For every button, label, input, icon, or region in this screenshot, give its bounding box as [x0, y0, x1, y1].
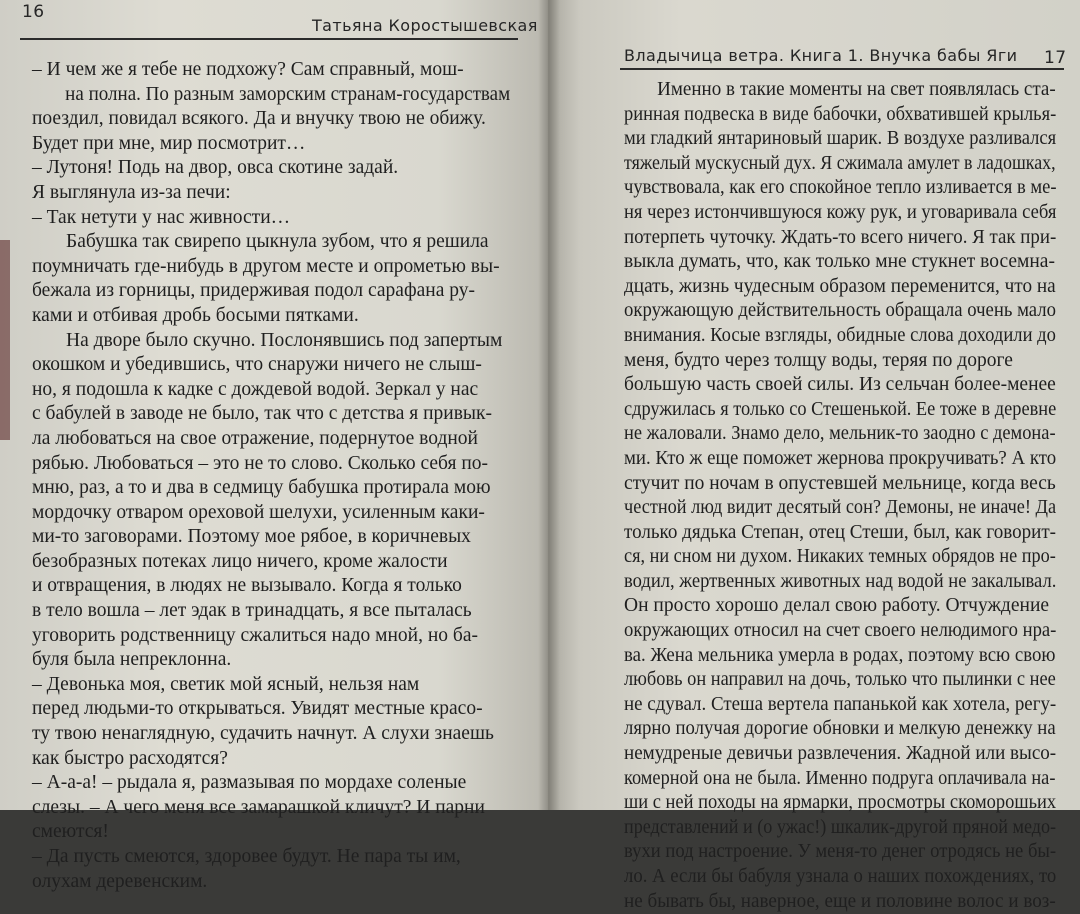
right-page — [548, 0, 1080, 912]
text-line: Будет при мне, мир посмотрит… — [32, 132, 306, 154]
header-rule-right — [620, 68, 1064, 70]
text-line: водил, жертвенных животных над водой не закалывал. — [624, 570, 1057, 592]
header-rule-left — [20, 38, 518, 40]
text-line: перед людьми-то открываться. Увидят местные красо- — [32, 698, 483, 720]
text-line: окружающую действительность обращала очень мало — [624, 300, 1056, 322]
text-line: мордочку отваром ореховой шелухи, усиленным каки- — [32, 501, 485, 523]
left-page — [0, 0, 548, 892]
text-line: не сдувал. Стеша вертела папанькой как хотела, регу- — [624, 693, 1057, 715]
text-line: вухи под настроение. У меня-то денег отродясь не бы- — [624, 841, 1057, 863]
book-gutter — [538, 0, 560, 810]
text-line: любовь он направил на дочь, только что пылинки с нее — [624, 669, 1056, 691]
text-line: буля была непреклонна. — [32, 649, 232, 671]
text-line: – Да пусть смеются, здоровее будут. Не пара ты им, — [32, 846, 461, 867]
text-line: чувствовала, как его спокойное тепло изливается в ме- — [624, 177, 1057, 199]
text-line: Он просто хорошо делал свою работу. Отчуждение — [624, 595, 1050, 617]
right-text-block — [624, 78, 1056, 914]
text-line: смеются! — [32, 821, 109, 843]
text-line: – Так нетути у нас живности… — [32, 206, 291, 228]
text-line: окошком и убедившись, что снаружи ничего не слыш- — [32, 354, 482, 376]
text-line: ня через истончившуюся кожу рук, и уговаривала себя — [624, 201, 1057, 223]
text-line: – И чем же я тебе не подхожу? Сам справный, мош- — [32, 59, 464, 80]
text-line: рябью. Любоваться – это не то слово. Сколько себя по- — [32, 452, 489, 474]
text-line: поездил, повидал всякого. Да и внучку твою не обижу. — [32, 108, 486, 130]
text-line: большую часть своей силы. Из сельчан более-менее — [624, 374, 1056, 396]
text-line: Бабушка так свирепо цыкнула зубом, что я решила — [66, 231, 489, 253]
text-line: – Девонька моя, светик мой ясный, нельзя нам — [32, 673, 420, 695]
text-line: с бабулей в заводе не было, так что с детства я привык- — [32, 403, 492, 425]
text-line: олухам деревенским. — [32, 870, 208, 892]
page-number-left: 16 — [22, 2, 45, 22]
text-line: ками и отбивая дробь босыми пятками. — [32, 304, 359, 326]
page-edge-shadow — [0, 240, 10, 440]
text-line: ся, ни сном ни духом. Никаких темных обрядов не про- — [624, 546, 1056, 568]
text-line: ми-то заговорами. Поэтому мое рябое, в коричневых — [32, 526, 471, 548]
text-line: ва. Жена мельника умерла в родах, поэтому всю свою — [624, 644, 1056, 666]
text-line: не бывать бы, наверное, еще и половине волос и воз- — [624, 890, 1056, 912]
text-line: сдружилась я только со Стешенькой. Ее тоже в деревне — [624, 398, 1057, 420]
text-line: немудреные девичьи развлечения. Жадной или высо- — [624, 743, 1057, 765]
text-line: но, я подошла к кадке с дождевой водой. Зеркал у нас — [32, 378, 479, 400]
text-line: комерной она не была. Именно подруга оплачивала на- — [624, 767, 1056, 789]
page-number-right: 17 — [1044, 48, 1067, 68]
text-line: как быстро расходятся? — [32, 747, 228, 769]
text-line: дцать, жизнь чудесным образом переменится, что на — [624, 275, 1056, 297]
text-line: На дворе было скучно. Послонявшись под запертым — [66, 329, 503, 351]
text-line: окружающих относил на счет своего нелюдимого нра- — [624, 620, 1057, 642]
left-text-block — [32, 58, 510, 894]
running-head-author: Татьяна Коростышевская — [312, 16, 538, 35]
text-line: ми гладкий янтариновый шарик. В воздухе разливался — [624, 128, 1057, 150]
text-line: только дядька Степан, отец Стеши, был, как говорит- — [624, 521, 1057, 543]
text-line: бежала из горницы, придерживая подол сарафана ру- — [32, 280, 475, 302]
text-line: – А-а-а! – рыдала я, размазывая по мордахе соленые — [32, 772, 467, 794]
text-line: Я выглянула из-за печи: — [32, 181, 231, 203]
text-line: тяжелый мускусный дух. Я сжимала амулет в ладошках, — [624, 152, 1056, 174]
text-line: ло. А если бы бабуля узнала о наших похождениях, то — [624, 866, 1057, 887]
text-line: представлений и (о ужас!) шкалик-другой пряной медо- — [624, 816, 1057, 838]
text-line: внимания. Косые взгляды, обидные слова доходили до — [624, 324, 1056, 346]
text-line: Именно в такие моменты на свет появлялась ста- — [657, 79, 1056, 100]
text-line: уговорить родственницу сжалиться надо мной, но ба- — [32, 624, 478, 646]
text-line: лярно получая дорогие обновки и мелкую денежку на — [624, 718, 1056, 740]
text-line: безобразных потеках лицо ничего, кроме жалости — [32, 550, 448, 572]
text-line: ринная подвеска в виде бабочки, обхватившей крылья- — [624, 103, 1057, 125]
running-head-title: Владычица ветра. Книга 1. Внучка бабы Яги — [624, 46, 1018, 65]
text-line: честной люд видит десятый сон? Демоны, не иначе! Да — [624, 497, 1057, 519]
text-line: слезы. – А чего меня все замарашкой кличут? И парни — [32, 796, 485, 818]
text-line: и отвращения, в людях не вызывало. Когда я только — [32, 575, 462, 597]
text-line: ши с ней походы на ярмарки, просмотры скоморошьих — [624, 792, 1057, 814]
text-line: на полна. По разным заморским странам-государствам — [65, 83, 511, 105]
text-line: ту твою ненаглядную, судачить начнут. А слухи знаешь — [32, 723, 494, 745]
text-line: поумничать где-нибудь в другом месте и опрометью вы- — [32, 255, 500, 277]
text-line: выкла думать, что, как только мне стукнет восемна- — [624, 251, 1055, 273]
text-line: не жаловали. Знамо дело, мельник-то заодно с демона- — [624, 423, 1056, 445]
text-line: – Лутоня! Подь на двор, овса скотине задай. — [32, 157, 399, 179]
text-line: ми. Кто ж еще поможет жернова прокручивать? А кто — [624, 447, 1057, 469]
text-line: потерпеть чуточку. Ждать-то всего ничего. Я так при- — [624, 226, 1057, 248]
text-line: мню, раз, а то и два в седмицу бабушка протирала мою — [32, 477, 491, 499]
text-line: стучит по ночам в опустевшей мельнице, когда весь — [624, 472, 1056, 494]
text-line: ла любоваться на свое отражение, подернутое водной — [32, 427, 478, 449]
text-line: в тело вошла – лет эдак в тринадцать, я все пыталась — [32, 600, 472, 622]
text-line: меня, будто через толщу воды, теряя по дороге — [624, 349, 1013, 371]
